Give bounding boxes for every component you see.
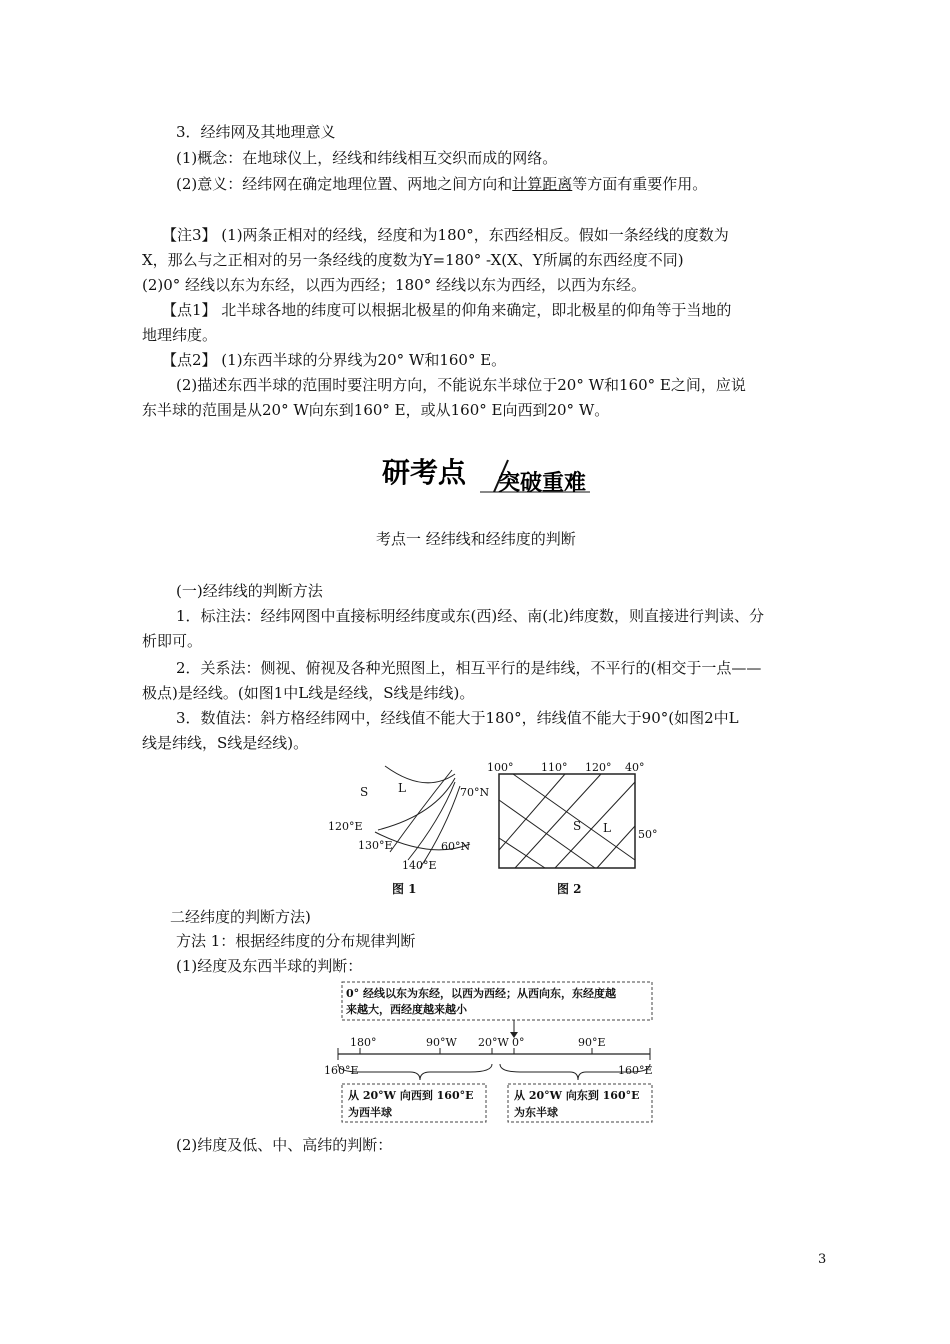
fig2-line-d bbox=[499, 774, 565, 850]
fig1-label-60n: 60°N bbox=[441, 840, 471, 853]
point1-line2: 地理纬度。 bbox=[142, 326, 218, 344]
kaodian-title: 考点一 经纬线和经纬度的判断 bbox=[376, 530, 576, 548]
fig1-label-l: L bbox=[398, 781, 406, 795]
fig2-label-100: 100° bbox=[487, 761, 514, 774]
meaning-line: (2)意义：经纬网在确定地理位置、两地之间方向和计算距离等方面有重要作用。 bbox=[176, 175, 708, 193]
figure-1 bbox=[320, 760, 500, 900]
underlined-term: 计算距离 bbox=[512, 175, 573, 193]
part2-heading: 二经纬度的判断方法) bbox=[170, 908, 311, 926]
lon-west-line1: 从 20°W 向西到 160°E bbox=[348, 1089, 474, 1102]
section-banner bbox=[380, 452, 610, 502]
fig1-label-s: S bbox=[360, 785, 369, 799]
fig1-arc-top bbox=[385, 766, 455, 783]
lon-label-160e-right: 160°E bbox=[618, 1064, 653, 1077]
fig2-caption: 图 2 bbox=[557, 882, 582, 896]
point2-line3: 东半球的范围是从20° W向东到160° E，或从160° E向西到20° W。 bbox=[142, 401, 610, 419]
lon-east-line2: 为东半球 bbox=[514, 1106, 558, 1119]
banner-left-text: 研考点 bbox=[382, 456, 467, 489]
method3-line2: 线是纬线，S线是经线)。 bbox=[142, 734, 309, 752]
page-number: 3 bbox=[818, 1252, 827, 1267]
note3-line3: (2)0° 经线以东为东经，以西为西经；180° 经线以东为西经，以西为东经。 bbox=[142, 276, 646, 294]
fig1-label-70n: 70°N bbox=[460, 786, 490, 799]
fig1-label-120e: 120°E bbox=[328, 820, 363, 833]
lon-box-line2: 来越大，西经度越来越小 bbox=[346, 1003, 467, 1016]
point2-line2: (2)描述东西半球的范围时要注明方向，不能说东半球位于20° W和160° E之间，应说 bbox=[176, 376, 746, 394]
method2-line1: 2．关系法：侧视、俯视及各种光照图上，相互平行的是纬线，不平行的(相交于一点—— bbox=[176, 659, 762, 677]
lon-label-90e: 90°E bbox=[578, 1036, 606, 1049]
lon-west-line2: 为西半球 bbox=[348, 1106, 392, 1119]
part2-sub2: (2)纬度及低、中、高纬的判断： bbox=[176, 1136, 393, 1154]
method3-line1: 3．数值法：斜方格经纬网中，经线值不能大于180°，纬线值不能大于90°(如图2中L bbox=[176, 709, 739, 727]
fig1-label-140e: 140°E bbox=[402, 859, 437, 872]
note3-line2: X，那么与之正相对的另一条经线的度数为Y=180° -X(X、Y所属的东西经度不同) bbox=[142, 251, 684, 269]
fig2-label-40: 40° bbox=[625, 761, 645, 774]
section-title: 3．经纬网及其地理意义 bbox=[176, 123, 336, 141]
method-heading: (一)经纬线的判断方法 bbox=[176, 582, 323, 600]
lon-label-160e-left: 160°E bbox=[324, 1064, 359, 1077]
fig1-parallel-70 bbox=[378, 778, 455, 830]
method2-line2: 极点)是经线。(如图1中L线是经线，S线是纬线)。 bbox=[142, 684, 475, 702]
lon-box-line1: 0° 经线以东为东经，以西为西经；从西向东，东经度越 bbox=[346, 987, 616, 1000]
fig2-label-110: 110° bbox=[541, 761, 568, 774]
lon-east-line1: 从 20°W 向东到 160°E bbox=[514, 1089, 640, 1102]
point1-line1: 【点1】 北半球各地的纬度可以根据北极星的仰角来确定，即北极星的仰角等于当地的 bbox=[162, 301, 732, 319]
longitude-diagram bbox=[320, 980, 660, 1130]
fig2-frame bbox=[499, 774, 635, 868]
lon-label-20w: 20°W bbox=[478, 1036, 509, 1049]
lon-label-180: 180° bbox=[350, 1036, 377, 1049]
fig2-label-l: L bbox=[603, 821, 611, 835]
method1-line1: 1．标注法：经纬网图中直接标明经纬度或东(西)经、南(北)纬度数，则直接进行判读、分 bbox=[176, 607, 764, 625]
fig2-label-s: S bbox=[573, 819, 582, 833]
fig2-label-120: 120° bbox=[585, 761, 612, 774]
point2-line1: 【点2】 (1)东西半球的分界线为20° W和160° E。 bbox=[162, 351, 507, 369]
lon-label-90w: 90°W bbox=[426, 1036, 457, 1049]
part2-sub1: (1)经度及东西半球的判断： bbox=[176, 957, 363, 975]
fig2-label-50: 50° bbox=[638, 828, 658, 841]
part2-method1: 方法 1：根据经纬度的分布规律判断 bbox=[176, 932, 416, 950]
fig1-label-130e: 130°E bbox=[358, 839, 393, 852]
banner-right-text: 突破重难 bbox=[498, 471, 587, 496]
fig1-caption: 图 1 bbox=[392, 882, 417, 896]
lon-brace-west bbox=[338, 1064, 492, 1080]
lon-label-0: 0° bbox=[512, 1036, 525, 1049]
note3-line1: 【注3】 (1)两条正相对的经线，经度和为180°，东西经相反。假如一条经线的度数为 bbox=[162, 226, 729, 244]
concept-line: (1)概念：在地球仪上，经线和纬线相互交织而成的网络。 bbox=[176, 149, 558, 167]
fig2-line-f bbox=[555, 782, 635, 868]
figure-2 bbox=[485, 760, 665, 900]
method1-line2: 析即可。 bbox=[142, 632, 203, 650]
